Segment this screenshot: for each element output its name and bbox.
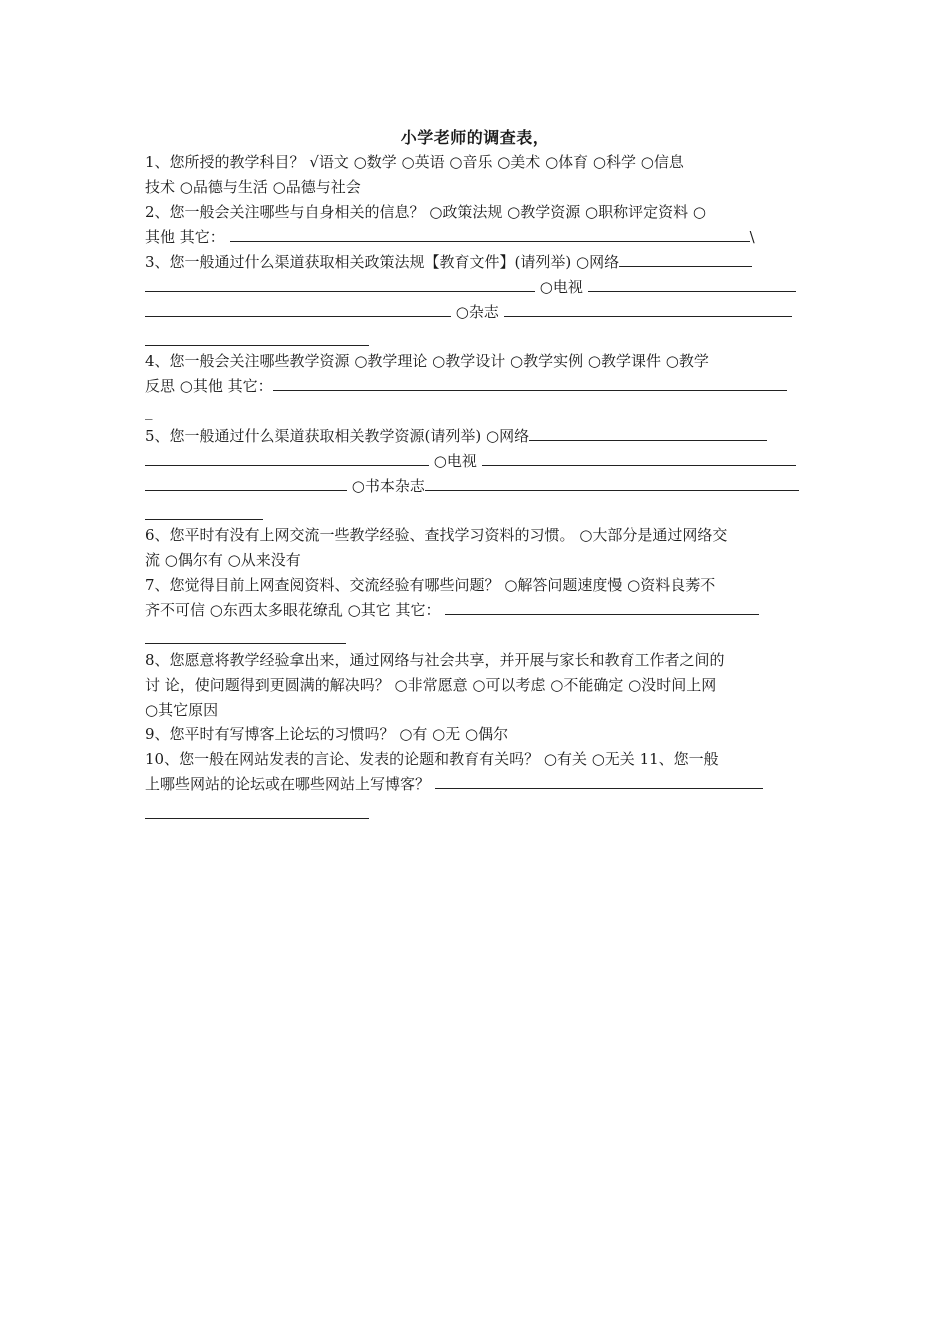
question-8-line-3: ○其它原因	[145, 701, 219, 719]
question-11-field-cont[interactable]	[145, 818, 369, 819]
question-7-other-field[interactable]	[445, 600, 759, 615]
question-11-line	[145, 774, 810, 796]
question-7-other-label: 齐不可信 ○东西太多眼花缭乱 ○其它 其它：	[145, 601, 441, 619]
question-3-magazine-field[interactable]	[504, 302, 792, 317]
question-4-line-2	[145, 376, 810, 398]
question-7-other-field-cont[interactable]	[145, 643, 346, 644]
question-10-line-1: 10、您一般在网站发表的言论、发表的论题和教育有关吗？ ○有关 ○无关 11、您一般	[145, 750, 719, 768]
question-3-network-field-cont[interactable]	[145, 277, 535, 292]
question-2-other-field[interactable]	[230, 227, 750, 242]
question-5-line-3	[145, 476, 810, 498]
question-5-books-field-cont[interactable]	[145, 519, 263, 520]
question-11-text: 上哪些网站的论坛或在哪些网站上写博客？	[145, 775, 431, 793]
question-3-tv-label: ○电视	[539, 278, 583, 296]
question-5-tv-field[interactable]	[482, 451, 796, 466]
backslash-mark: \	[749, 228, 755, 246]
question-5-text: 5、您一般通过什么渠道获取相关教学资源(请列举) ○网络	[145, 427, 530, 445]
question-3-network-field[interactable]	[619, 252, 752, 267]
page-title: 小学老师的调查表，	[400, 128, 550, 147]
question-5-tv-field-cont[interactable]	[145, 476, 347, 491]
question-11-field[interactable]	[435, 774, 763, 789]
question-5-network-field[interactable]	[529, 426, 767, 441]
question-4-line-1: 4、您一般会关注哪些教学资源 ○教学理论 ○教学设计 ○教学实例 ○教学课件 ○教学	[145, 352, 709, 370]
question-2-other-label: 其他 其它：	[145, 228, 225, 246]
question-4-other-field[interactable]	[273, 376, 787, 391]
question-3-line-2	[145, 277, 810, 299]
question-1-line-2: 技术 ○品德与生活 ○品德与社会	[145, 178, 361, 196]
question-6-line-1: 6、您平时有没有上网交流一些教学经验、查找学习资料的习惯。 ○大部分是通过网络交	[145, 526, 728, 544]
question-3-line-1	[145, 252, 810, 274]
question-4-line-3: _	[145, 402, 153, 420]
question-2-line-1: 2、您一般会关注哪些与自身相关的信息？ ○政策法规 ○教学资源 ○职称评定资料 ○	[145, 203, 706, 221]
question-8-line-1: 8、您愿意将教学经验拿出来，通过网络与社会共享，并开展与家长和教育工作者之间的	[145, 651, 725, 669]
question-3-magazine-field-cont[interactable]	[145, 345, 369, 346]
question-3-tv-field[interactable]	[588, 277, 796, 292]
question-6-line-2: 流 ○偶尔有 ○从来没有	[145, 551, 301, 569]
question-8-line-2: 讨 论，使问题得到更圆满的解决吗？ ○非常愿意 ○可以考虑 ○不能确定 ○没时间上网	[145, 676, 717, 694]
question-2-line-2	[145, 227, 810, 249]
question-7-line-1: 7、您觉得目前上网查阅资料、交流经验有哪些问题？ ○解答问题速度慢 ○资料良莠不	[145, 576, 716, 594]
question-3-magazine-label: ○杂志	[455, 303, 499, 321]
question-5-line-2	[145, 451, 810, 473]
question-5-line-1	[145, 426, 810, 448]
question-3-text: 3、您一般通过什么渠道获取相关政策法规【教育文件】(请列举) ○网络	[145, 253, 620, 271]
question-3-tv-field-cont[interactable]	[145, 302, 451, 317]
question-4-other-label: 反思 ○其他 其它：	[145, 377, 273, 395]
question-9-line: 9、您平时有写博客上论坛的习惯吗？ ○有 ○无 ○偶尔	[145, 725, 509, 743]
question-5-books-label: ○书本杂志	[351, 477, 425, 495]
question-3-line-3	[145, 302, 810, 324]
question-5-books-field[interactable]	[425, 476, 799, 491]
question-5-tv-label: ○电视	[433, 452, 477, 470]
question-5-network-field-cont[interactable]	[145, 451, 429, 466]
question-1-line-1: 1、您所授的教学科目？ √语文 ○数学 ○英语 ○音乐 ○美术 ○体育 ○科学 ○信息	[145, 153, 684, 171]
question-7-line-2	[145, 600, 810, 622]
